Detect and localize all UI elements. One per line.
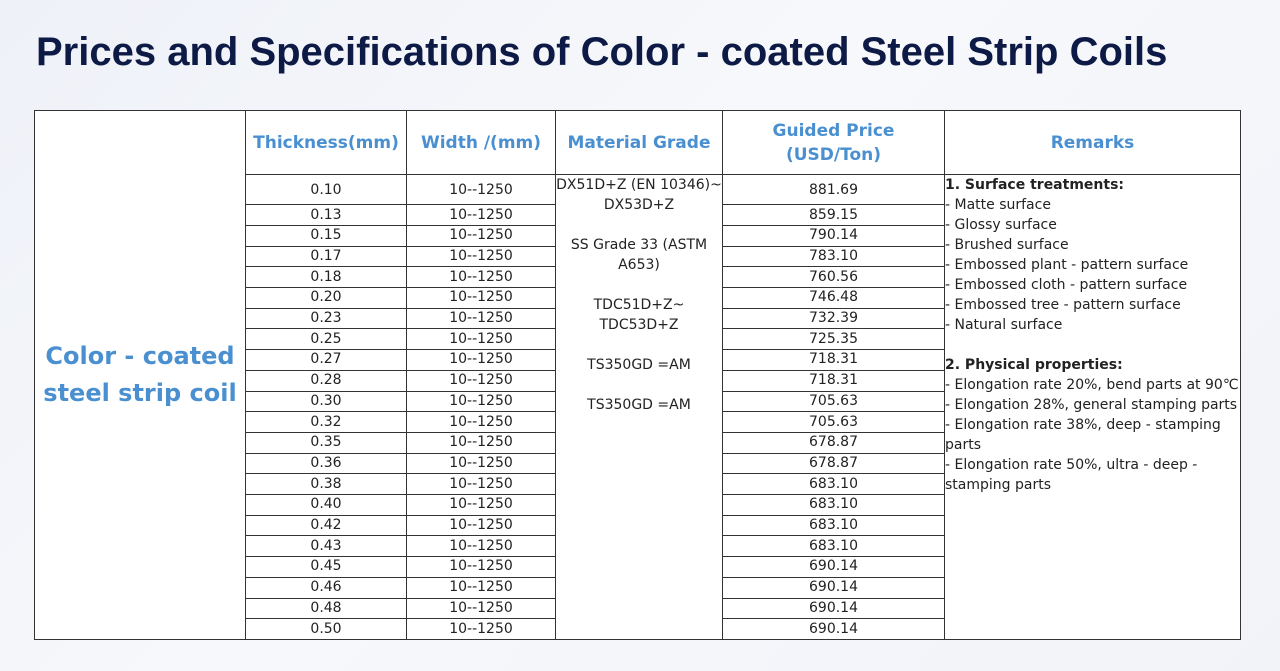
surface-treatment-item: - Embossed tree - pattern surface <box>945 297 1181 314</box>
spec-table <box>34 110 1241 640</box>
thickness-cell: 0.43 <box>246 536 407 557</box>
physical-property-item: - Elongation rate 50%, ultra - deep - stamping parts <box>945 457 1198 494</box>
thickness-cell: 0.38 <box>246 474 407 495</box>
width-cell: 10--1250 <box>407 329 556 350</box>
price-cell: 683.10 <box>723 515 945 536</box>
grade-line: DX53D+Z <box>603 197 675 214</box>
width-cell: 10--1250 <box>407 536 556 557</box>
price-cell: 881.69 <box>723 175 945 205</box>
width-cell: 10--1250 <box>407 308 556 329</box>
product-name-cell <box>35 111 246 640</box>
price-cell: 683.10 <box>723 495 945 516</box>
price-cell: 718.31 <box>723 370 945 391</box>
grade-spacer <box>556 335 722 355</box>
header-row <box>35 111 1241 175</box>
width-cell: 10--1250 <box>407 412 556 433</box>
price-cell: 690.14 <box>723 598 945 619</box>
grade-spacer <box>556 275 722 295</box>
grade-line: TS350GD =AM <box>587 397 691 414</box>
header-price-line1: Guided Price <box>772 120 895 141</box>
surface-treatment-item: - Glossy surface <box>945 217 1057 234</box>
surface-treatment-item: - Natural surface <box>945 317 1063 334</box>
width-cell: 10--1250 <box>407 495 556 516</box>
price-cell: 760.56 <box>723 267 945 288</box>
surface-treatment-item: - Embossed cloth - pattern surface <box>945 277 1188 294</box>
width-cell: 10--1250 <box>407 619 556 640</box>
physical-property-item: - Elongation rate 20%, bend parts at 90℃ <box>945 377 1239 394</box>
physical-property-item: - Elongation 28%, general stamping parts <box>945 397 1238 414</box>
material-grade-cell <box>556 175 723 640</box>
price-cell: 718.31 <box>723 350 945 371</box>
price-cell: 678.87 <box>723 453 945 474</box>
width-cell: 10--1250 <box>407 598 556 619</box>
price-cell: 725.35 <box>723 329 945 350</box>
thickness-cell: 0.28 <box>246 370 407 391</box>
width-cell: 10--1250 <box>407 391 556 412</box>
thickness-cell: 0.35 <box>246 432 407 453</box>
grade-spacer <box>556 215 722 235</box>
width-cell: 10--1250 <box>407 175 556 205</box>
width-cell: 10--1250 <box>407 370 556 391</box>
width-cell: 10--1250 <box>407 205 556 226</box>
thickness-cell: 0.50 <box>246 619 407 640</box>
thickness-cell: 0.10 <box>246 175 407 205</box>
grade-line: TDC53D+Z <box>599 317 679 334</box>
width-cell: 10--1250 <box>407 246 556 267</box>
grade-line: SS Grade 33 (ASTM <box>570 237 708 254</box>
width-cell: 10--1250 <box>407 350 556 371</box>
thickness-cell: 0.23 <box>246 308 407 329</box>
header-guided-price <box>723 111 945 175</box>
price-cell: 859.15 <box>723 205 945 226</box>
thickness-cell: 0.40 <box>246 495 407 516</box>
header-price-line2: (USD/Ton) <box>785 144 882 165</box>
thickness-cell: 0.20 <box>246 288 407 309</box>
width-cell: 10--1250 <box>407 453 556 474</box>
price-cell: 705.63 <box>723 412 945 433</box>
price-cell: 732.39 <box>723 308 945 329</box>
thickness-cell: 0.13 <box>246 205 407 226</box>
header-material-grade: Material Grade <box>556 111 723 175</box>
price-cell: 690.14 <box>723 577 945 598</box>
thickness-cell: 0.18 <box>246 267 407 288</box>
price-cell: 683.10 <box>723 474 945 495</box>
width-cell: 10--1250 <box>407 557 556 578</box>
price-cell: 783.10 <box>723 246 945 267</box>
surface-treatment-item: - Brushed surface <box>945 237 1069 254</box>
header-remarks: Remarks <box>945 111 1241 175</box>
grade-line: A653) <box>618 257 660 274</box>
surface-treatment-item: - Embossed plant - pattern surface <box>945 257 1189 274</box>
price-cell: 690.14 <box>723 619 945 640</box>
thickness-cell: 0.46 <box>246 577 407 598</box>
remarks-spacer <box>945 335 1240 355</box>
width-cell: 10--1250 <box>407 288 556 309</box>
width-cell: 10--1250 <box>407 515 556 536</box>
header-thickness: Thickness(mm) <box>246 111 407 175</box>
thickness-cell: 0.25 <box>246 329 407 350</box>
width-cell: 10--1250 <box>407 225 556 246</box>
thickness-cell: 0.27 <box>246 350 407 371</box>
surface-treatment-item: - Matte surface <box>945 197 1051 214</box>
price-cell: 746.48 <box>723 288 945 309</box>
thickness-cell: 0.30 <box>246 391 407 412</box>
thickness-cell: 0.36 <box>246 453 407 474</box>
header-width: Width /(mm) <box>407 111 556 175</box>
thickness-cell: 0.15 <box>246 225 407 246</box>
grade-line: TS350GD =AM <box>587 357 691 374</box>
thickness-cell: 0.17 <box>246 246 407 267</box>
thickness-cell: 0.48 <box>246 598 407 619</box>
spec-table-container <box>34 110 1240 640</box>
product-name-line2: steel strip coil <box>43 379 237 407</box>
price-cell: 705.63 <box>723 391 945 412</box>
thickness-cell: 0.32 <box>246 412 407 433</box>
price-cell: 683.10 <box>723 536 945 557</box>
price-cell: 678.87 <box>723 432 945 453</box>
surface-treatments-heading: 1. Surface treatments: <box>945 177 1124 194</box>
width-cell: 10--1250 <box>407 432 556 453</box>
grade-spacer <box>556 375 722 395</box>
width-cell: 10--1250 <box>407 474 556 495</box>
grade-line: TDC51D+Z~ <box>593 297 685 314</box>
remarks-cell <box>945 175 1241 640</box>
price-cell: 790.14 <box>723 225 945 246</box>
grade-line: DX51D+Z (EN 10346)~ <box>556 177 722 194</box>
width-cell: 10--1250 <box>407 267 556 288</box>
width-cell: 10--1250 <box>407 577 556 598</box>
page-title: Prices and Specifications of Color - coated Steel Strip Coils <box>36 30 1168 74</box>
thickness-cell: 0.42 <box>246 515 407 536</box>
thickness-cell: 0.45 <box>246 557 407 578</box>
price-cell: 690.14 <box>723 557 945 578</box>
physical-properties-heading: 2. Physical properties: <box>945 357 1123 374</box>
physical-property-item: - Elongation rate 38%, deep - stamping parts <box>945 417 1221 454</box>
product-name-line1: Color - coated <box>45 342 235 370</box>
